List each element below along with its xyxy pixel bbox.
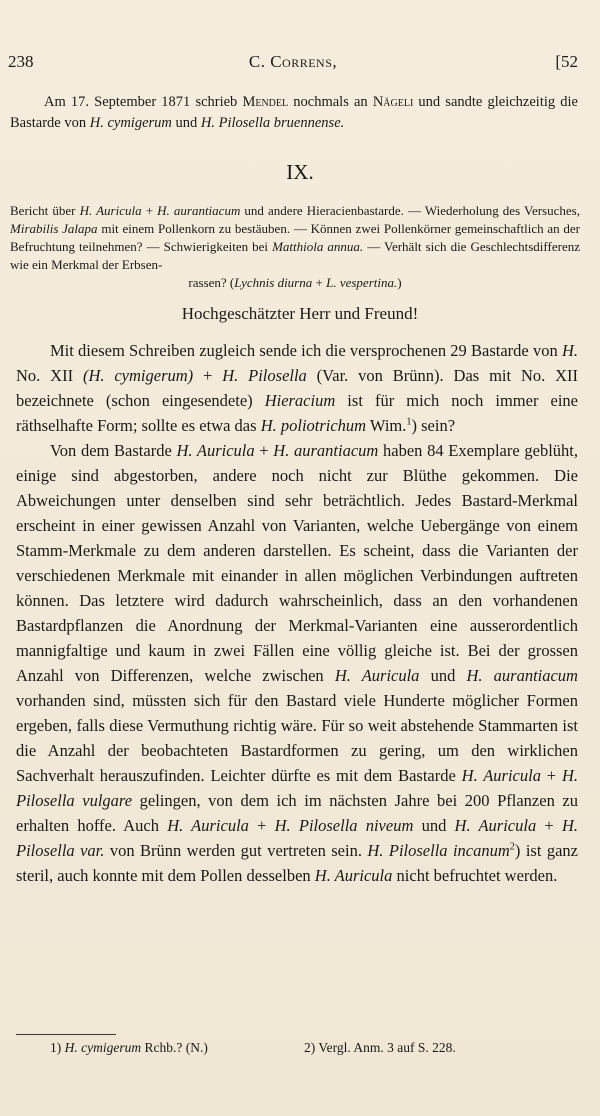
body-text: haben 84 Exemplare geblüht, einige sind abgestorben, andere noch nicht zur Blüthe gekommen. Die Abweichungen unter denselben sind sehr beträchtlich. Jedes Bastard-Merkmal erscheint in einer gewissen Anzahl von Varianten, welche Uebergänge von einem Stamm-Merkmale zu dem anderen darstellen. Es scheint, dass die Varianten der verschiedenen Merkmale mit einander in allen möglichen Verbindungen auftreten können. Das letztere wird dadurch wahrscheinlich, dass an den vorhandenen Bastardpflanzen die Anordnung der Merkmal-Varianten eine ausserordentlich mannigfaltige und kaum in zwei Fällen eine völlig gleiche ist. Bei der grossen Anzahl von Differenzen, welche zwischen [16, 441, 578, 685]
body-species: H. Auricula [334, 666, 420, 685]
running-head: C. Correns, [248, 52, 338, 71]
body-species: H. Pilosella vulgare [16, 766, 578, 810]
summary-text: rassen? ( [188, 275, 235, 290]
summary-text: + [141, 203, 158, 218]
summary-species: Mirabilis Jalapa [10, 221, 98, 236]
summary-text: und andere Hieracienbastarde. — Wiederholung des Versuches, [240, 203, 580, 218]
summary-species: Lychnis diurna [234, 275, 313, 290]
letter-paragraph-1 [16, 338, 578, 438]
body-text: ist für mich noch immer eine räthselhafte Form; sollte es etwa das [16, 391, 578, 435]
footnote-text: Rchb.? (N.) [141, 1040, 208, 1055]
section-heading: IX. [286, 160, 314, 184]
summary-text: Bericht über [10, 203, 80, 218]
footnote-marker: 2 [509, 841, 515, 853]
intro-name-naegeli: Nägeli [372, 94, 414, 110]
body-species: H. Pilosella [222, 366, 307, 385]
summary-last-line [10, 274, 580, 292]
letter-paragraph-2 [16, 438, 578, 888]
body-text: + [536, 816, 562, 835]
footnote-divider [16, 1034, 116, 1035]
body-species: H. aurantiacum [273, 441, 379, 460]
body-text: ) sein? [411, 416, 456, 435]
body-text: + [193, 366, 223, 385]
summary-text: — Verhält sich die Geschlechtsdifferenz wie ein Merkmal der Erbsen- [10, 239, 580, 272]
summary-species: H. Auricula [79, 203, 142, 218]
body-text: Von dem Bastarde [50, 441, 177, 460]
intro-paragraph [10, 92, 578, 134]
body-species: H. Pilosella niveum [274, 816, 414, 835]
body-text: gelingen, von dem ich im nächsten Jahre bei 200 Pflanzen zu erhalten hoffe. Auch [16, 791, 578, 835]
body-species: H. Auricula [314, 866, 393, 885]
intro-species: H. Pilosella bruennense. [200, 115, 345, 131]
body-text: (Var. von Brünn). Das mit No. XII bezeichnete (schon eingesendete) [16, 366, 579, 410]
intro-text: Am 17. September 1871 schrieb [44, 94, 243, 110]
body-text: nicht befruchtet werden. [392, 866, 558, 885]
footnote-text: Vergl. Anm. 3 auf S. 228. [315, 1040, 456, 1055]
body-species: H. Auricula [176, 441, 255, 460]
body-text: und [419, 666, 467, 685]
summary-text: ) [397, 275, 402, 290]
body-text: + [540, 766, 562, 785]
page-header [8, 52, 578, 76]
body-species: H. Pilosella incanum [367, 841, 510, 860]
body-text: + [248, 816, 275, 835]
summary-species: L. vespertina. [326, 275, 398, 290]
body-text: Mit diesem Schreiben zugleich sende ich die versprochenen 29 Bastarde von [50, 341, 562, 360]
footnote-1 [50, 1040, 208, 1056]
body-text: vorhanden sind, müssten sich für den Bastard viele Hunderte möglicher Formen ergeben, falls diese Vermuthung richtig wäre. Für so weit abstehende Stammarten ist die Anzahl der beobachteten Bastardformen zu gering, um den wirklichen Sachverhalt herauszufinden. Leichter dürfte es mit dem Bastarde [16, 691, 578, 785]
footnote-number: 1) [50, 1040, 62, 1055]
original-page-number: [52 [555, 52, 578, 71]
summary-text: mit einem Pollenkorn zu bestäuben. — Können zwei Pollenkörner gemeinschaftlich an der Befruchtung teilnehmen? — Schwierigkeiten bei [10, 221, 581, 254]
intro-text: und sandte gleichzeitig die Bastarde von [10, 94, 578, 131]
body-text: + [254, 441, 274, 460]
body-species: H. Auricula [454, 816, 537, 835]
body-text: und [413, 816, 455, 835]
summary-species: H. aurantiacum [157, 203, 241, 218]
body-species: H. aurantiacum [466, 666, 578, 685]
body-species: Hieracium [264, 391, 336, 410]
body-species: H. Auricula [167, 816, 249, 835]
intro-name-mendel: Mendel [242, 94, 289, 110]
body-text: ) ist ganz steril, auch konnte mit dem Pollen desselben [16, 841, 578, 885]
section-summary [10, 202, 580, 292]
body-species: (H. cymigerum) [82, 366, 194, 385]
footnote-number: 2) [304, 1040, 316, 1055]
summary-species: Matthiola annua. [272, 239, 364, 254]
page-number: 238 [8, 52, 34, 71]
footnote-2 [304, 1040, 456, 1056]
footnote-marker: 1 [406, 416, 412, 428]
body-species: H. [561, 341, 578, 360]
body-species: H. poliotrichum [260, 416, 367, 435]
body-text: Wim. [366, 416, 407, 435]
body-species: H. Pilosella var. [16, 816, 578, 860]
letter-salutation: Hochgeschätzter Herr und Freund! [181, 304, 419, 323]
intro-text: und [171, 115, 201, 131]
letter-body [16, 338, 578, 888]
body-species: H. Auricula [461, 766, 541, 785]
footnote-species: H. cymigerum [64, 1040, 142, 1055]
intro-text: nochmals an [288, 94, 373, 110]
body-text: von Brünn werden gut vertreten sein. [104, 841, 368, 860]
intro-species: H. cymigerum [89, 115, 172, 131]
body-text: No. XII [16, 366, 83, 385]
summary-text: + [312, 275, 327, 290]
